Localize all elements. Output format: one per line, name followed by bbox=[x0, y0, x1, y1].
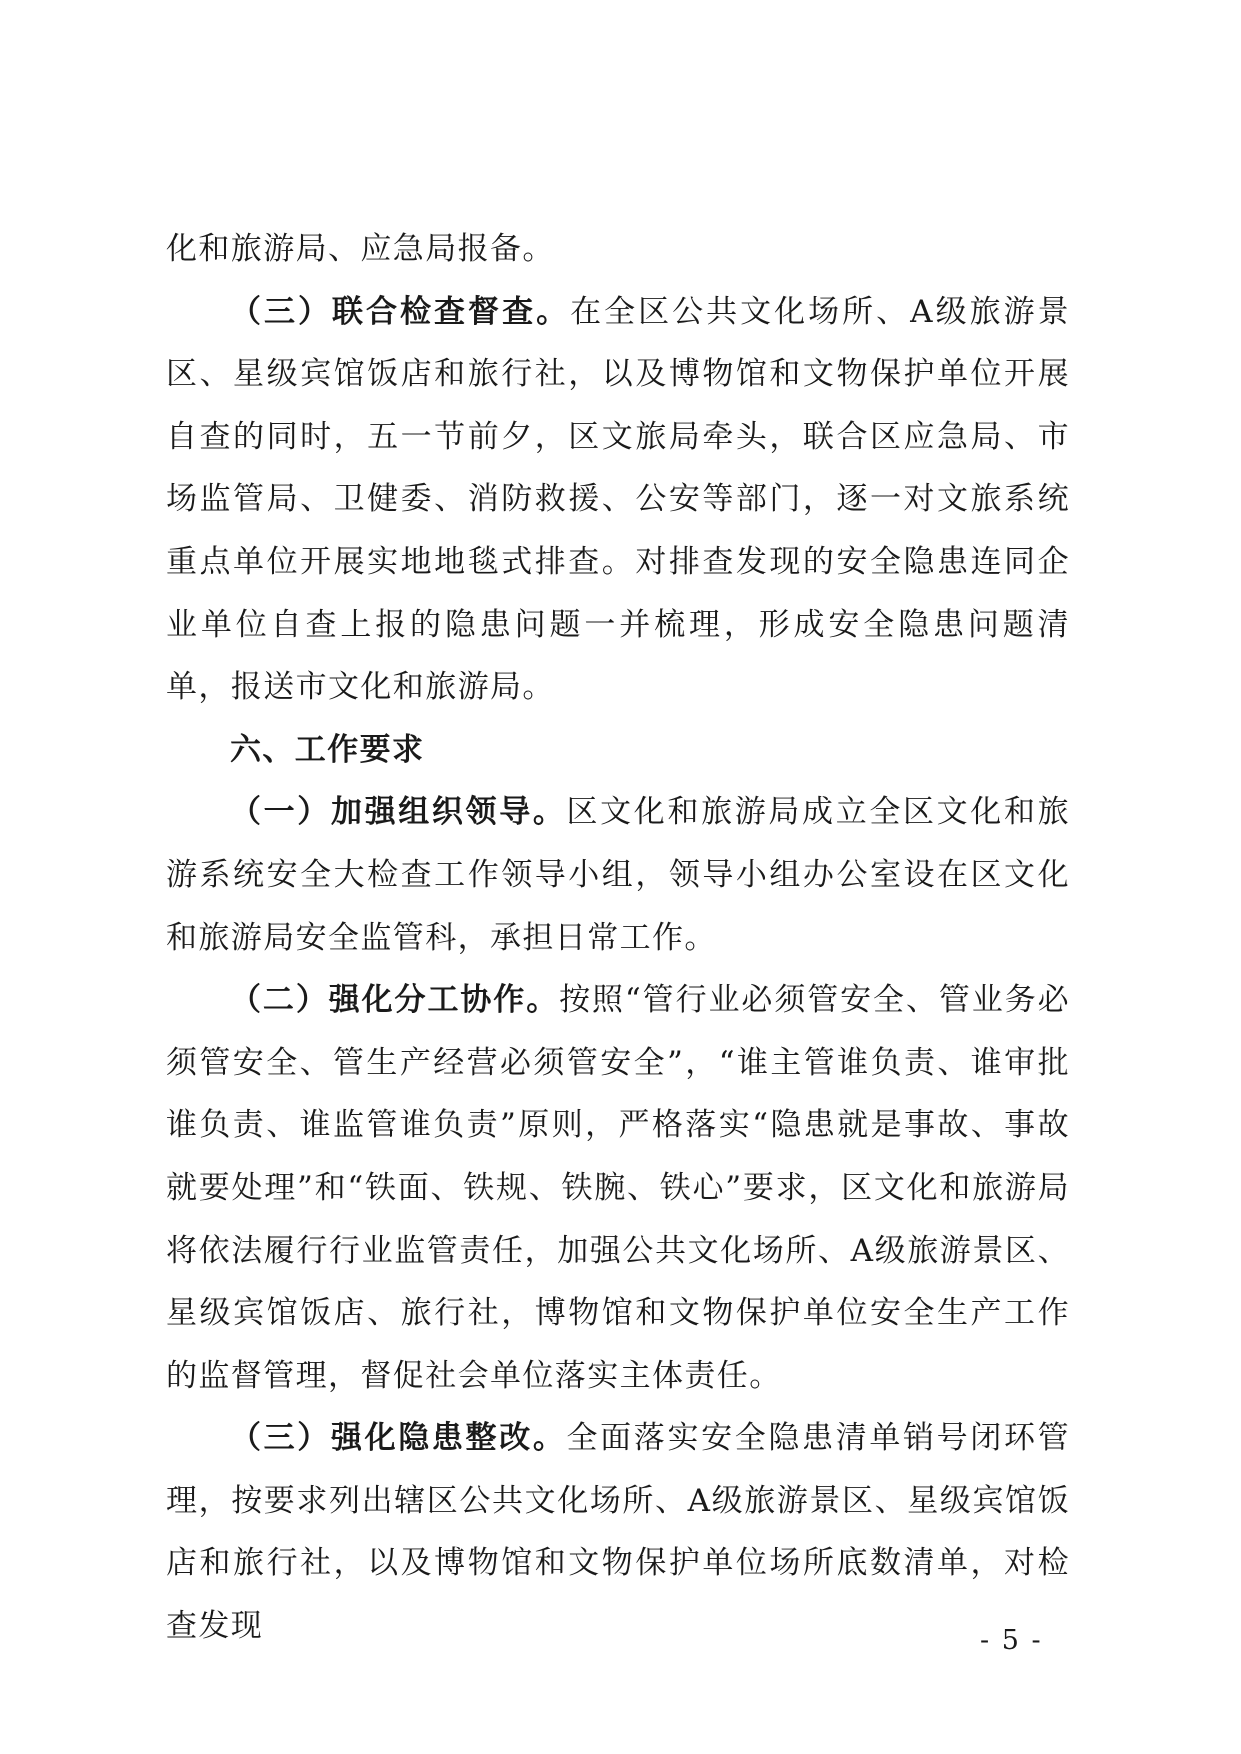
paragraph-lead: （一）加强组织领导。 bbox=[230, 794, 567, 831]
paragraph-rectification bbox=[166, 1407, 1070, 1657]
body-text bbox=[166, 218, 1070, 1658]
section-heading: 六、工作要求 bbox=[230, 731, 425, 768]
paragraph-text: 化和旅游局、应急局报备。 bbox=[166, 231, 555, 267]
paragraph-text: 按照“管行业必须管安全、管业务必须管安全、管生产经营必须管安全”，“谁主管谁负责、谁审批谁负责、谁监管谁负责”原则，严格落实“隐患就是事故、事故就要处理”和“铁面、铁规、铁腕、铁心”要求，区文化和旅游局将依法履行行业监管责任，加强公共文化场所、A级旅游景区、星级宾馆饭店、旅行社，博物馆和文物保护单位安全生产工作的监督管理，督促社会单位落实主体责任。 bbox=[166, 982, 1071, 1394]
paragraph-lead: （三）联合检查督查。 bbox=[230, 293, 571, 330]
paragraph-text: 区文化和旅游局成立全区文化和旅游系统安全大检查工作领导小组，领导小组办公室设在区文化和旅游局安全监管科，承担日常工作。 bbox=[166, 794, 1070, 956]
page-number: - 5 - bbox=[980, 1625, 1043, 1656]
paragraph-lead: （二）强化分工协作。 bbox=[230, 982, 560, 1019]
paragraph-cooperation bbox=[166, 969, 1070, 1407]
paragraph-lead: （三）强化隐患整改。 bbox=[230, 1420, 567, 1457]
paragraph-continuation bbox=[166, 218, 1070, 281]
paragraph-organization bbox=[166, 781, 1070, 969]
paragraph-text: 全面落实安全隐患清单销号闭环管理，按要求列出辖区公共文化场所、A级旅游景区、星级宾馆饭店和旅行社，以及博物馆和文物保护单位场所底数清单，对检查发现 bbox=[166, 1420, 1070, 1645]
paragraph-joint-inspection bbox=[166, 281, 1070, 719]
paragraph-text: 在全区公共文化场所、A级旅游景区、星级宾馆饭店和旅行社，以及博物馆和文物保护单位开展自查的同时，五一节前夕，区文旅局牵头，联合区应急局、市场监管局、卫健委、消防救援、公安等部门，逐一对文旅系统重点单位开展实地地毯式排查。对排查发现的安全隐患连同企业单位自查上报的隐患问题一并梳理，形成安全隐患问题清单，报送市文化和旅游局。 bbox=[166, 293, 1071, 706]
